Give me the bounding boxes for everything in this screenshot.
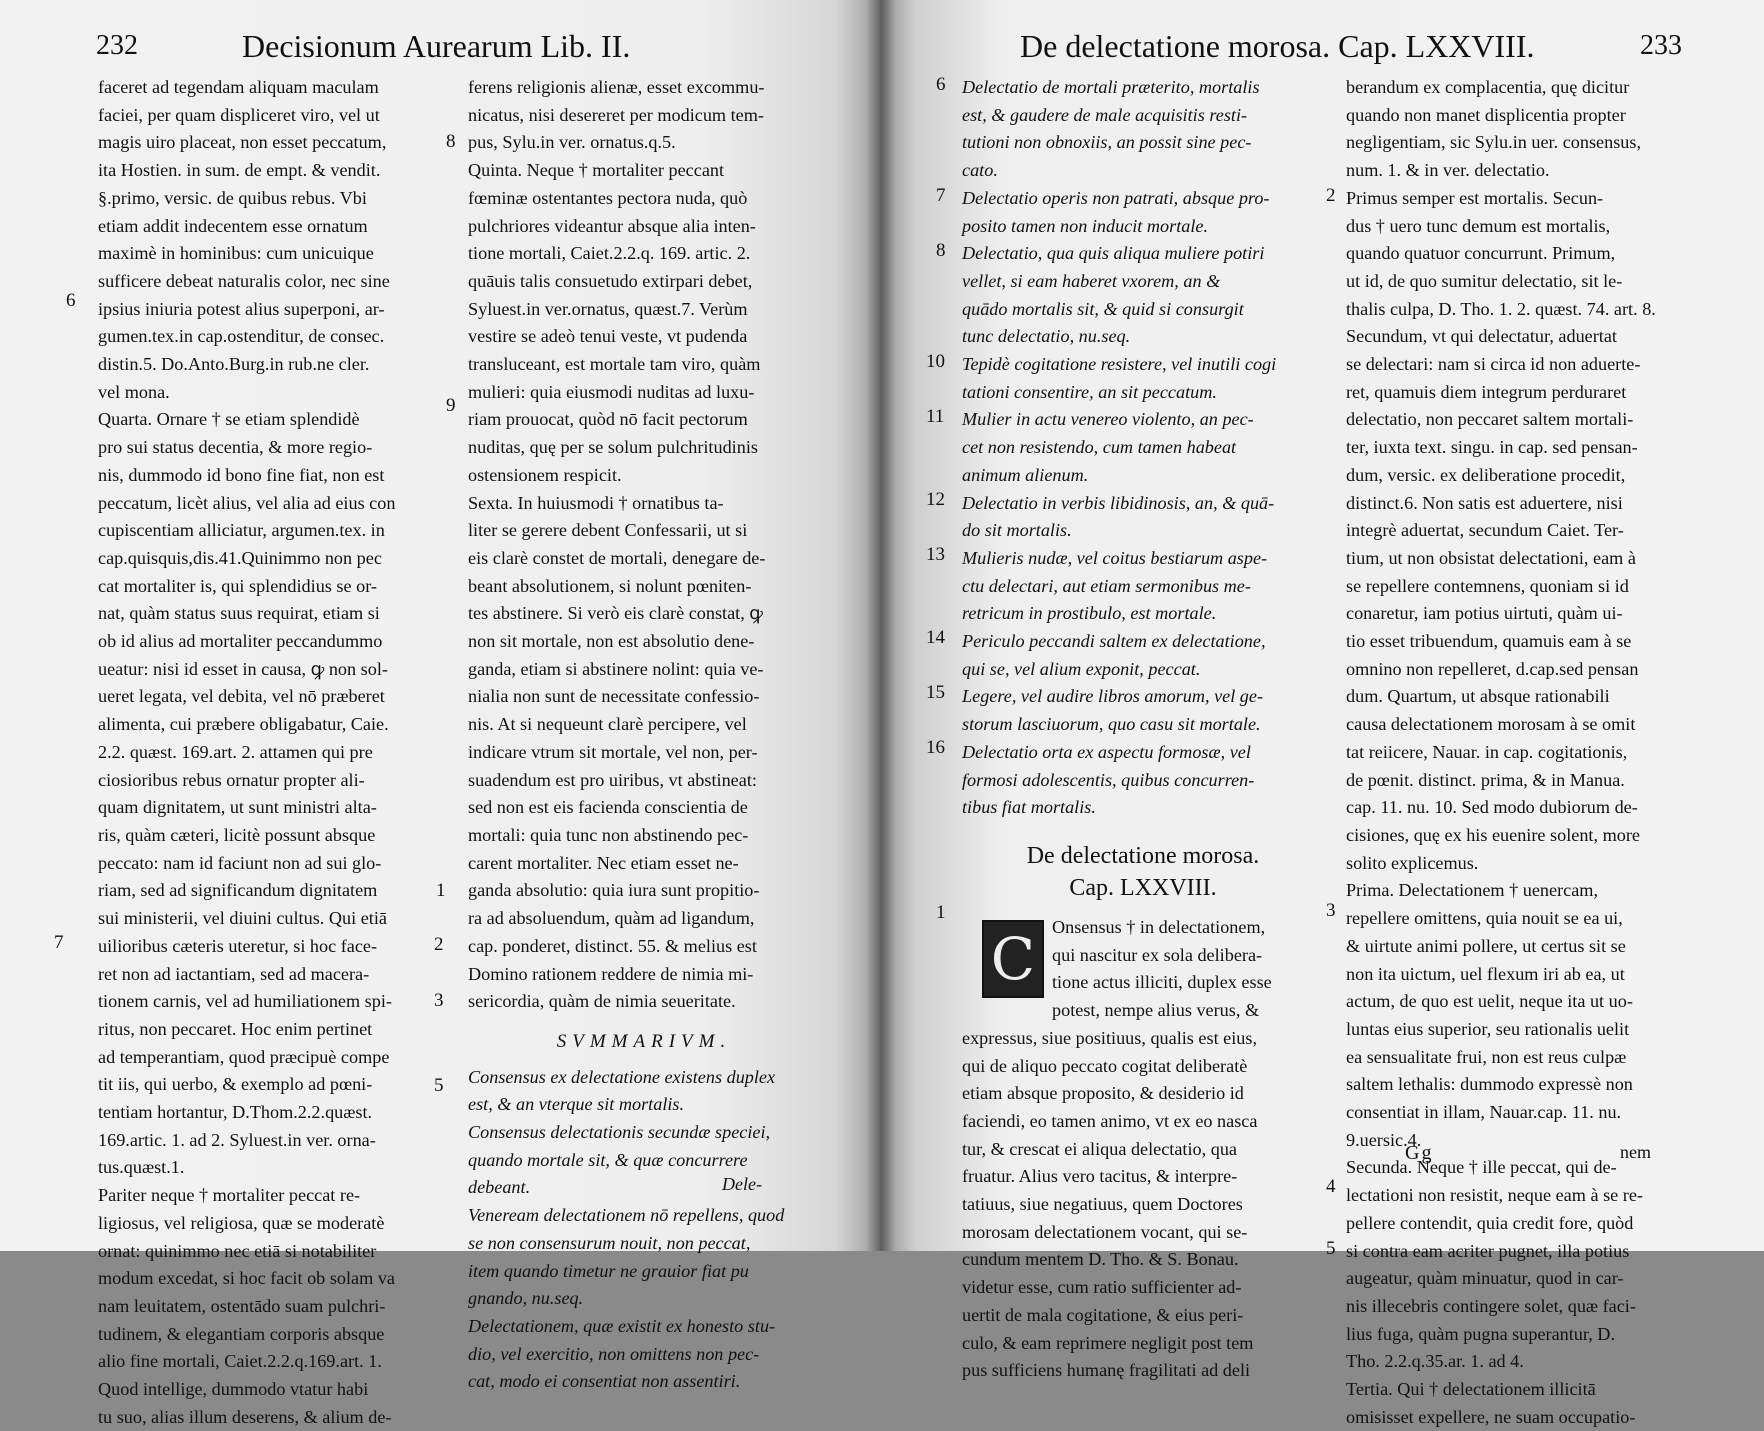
page-number-right: 233 [1640, 30, 1682, 61]
text-line: riam, sed ad significandum dignitatem [98, 880, 378, 901]
text-line: gumen.tex.in cap.ostenditur, de consec. [98, 326, 385, 347]
running-head-right: De delectatione morosa. Cap. LXXVIII. [1020, 28, 1535, 64]
text-line: peccato: nam id faciunt non ad sui glo- [98, 852, 382, 873]
text-line: non ita uictum, uel flexum iri ab ea, ut [1346, 963, 1625, 984]
text-line: ctu delectari, aut etiam sermonibus me- [962, 575, 1251, 596]
text-line: nuditas, quę per se solum pulchritudinis [468, 437, 758, 458]
text-line: integrè aduertat, secundum Caiet. Ter- [1346, 520, 1624, 541]
text-line: Tho. 2.2.q.35.ar. 1. ad 4. [1346, 1351, 1524, 1372]
text-line: sufficere debeat naturalis color, nec sine [98, 270, 390, 291]
text-line: retricum in prostibulo, est mortale. [962, 603, 1217, 624]
text-line: quando mortale sit, & quæ concurrere [468, 1149, 748, 1170]
text-line: pulchriores videantur absque alia inten- [468, 215, 756, 236]
text-line: pus, Sylu.in ver. ornatus.q.5. [468, 132, 676, 153]
text-line: si contra eam acriter pugnet, illa potius [1346, 1240, 1630, 1261]
text-line: Quod intellige, dummodo vtatur habi [98, 1379, 369, 1400]
margin-number: 8 [446, 131, 456, 152]
text-line: cundum mentem D. Tho. & S. Bonau. [962, 1249, 1239, 1270]
text-line: item quando timetur ne grauior fiat pu [468, 1260, 749, 1281]
left-column-a [98, 74, 438, 1431]
text-line: ritus, non peccaret. Hoc enim pertinet [98, 1018, 373, 1039]
text-line: storum lasciuorum, quo casu sit mortale. [962, 714, 1261, 735]
summary-number: 10 [926, 351, 945, 372]
text-line: se delectari: nam si circa id non aduerte- [1346, 354, 1641, 375]
margin-number: 9 [446, 395, 456, 416]
summary-number: 6 [936, 74, 946, 95]
text-line: tu suo, alias illum deserens, & alium de- [98, 1406, 392, 1427]
text-line: Syluest.in ver.ornatus, quæst.7. Verùm [468, 298, 748, 319]
text-line: Prima. Delectationem † uenercam, [1346, 880, 1598, 901]
text-line: etiam addit indecentem esse ornatum [98, 215, 368, 236]
text-line: tus.quæst.1. [98, 1157, 185, 1178]
margin-number: 2 [1326, 185, 1336, 206]
text-line: dio, vel exercitio, non omittens non pec- [468, 1343, 760, 1364]
catchword-left: Dele- [722, 1174, 762, 1194]
text-line: & uirtute animi pollere, ut certus sit se [1346, 935, 1626, 956]
text-line: actum, de quo est uelit, neque ita ut uo- [1346, 991, 1633, 1012]
text-line: tationi consentire, an sit peccatum. [962, 381, 1217, 402]
text-line: nialia non sunt de necessitate confessio- [468, 686, 760, 707]
text-line: Sexta. In huiusmodi † ornatibus ta- [468, 492, 724, 513]
text-line: fœminæ ostentantes pectora nuda, quò [468, 187, 748, 208]
text-line: cet non resistendo, cum tamen habeat [962, 437, 1237, 458]
text-line: ipsius iniuria potest alius superponi, ar- [98, 298, 385, 319]
text-line: num. 1. & in ver. delectatio. [1346, 160, 1550, 181]
text-line: ostensionem respicit. [468, 464, 622, 485]
text-line: Delectationem, quæ existit ex honesto stu- [468, 1315, 776, 1336]
text-line: cato. [962, 160, 998, 181]
text-line: Mulieris nudæ, vel coitus bestiarum aspe- [962, 547, 1268, 568]
text-line: tibus fiat mortalis. [962, 797, 1096, 818]
text-line: Delectatio orta ex aspectu formosæ, vel [962, 741, 1251, 762]
text-line: thalis culpa, D. Tho. 1. 2. quæst. 74. art. 8. [1346, 298, 1656, 319]
text-line: ornat: quinimmo nec etiā si notabiliter [98, 1240, 377, 1261]
text-line: nat, quàm status suus requirat, etiam si [98, 603, 380, 624]
text-line: nam leuitatem, ostentādo suam pulchri- [98, 1295, 386, 1316]
text-line: Legere, vel audire libros amorum, vel ge- [962, 686, 1264, 707]
chapter-title-line-2: Cap. LXXVIII. [1069, 874, 1217, 901]
text-line: expressus, siue positiuus, qualis est eius, [962, 1027, 1258, 1048]
margin-number: 2 [434, 934, 444, 955]
text-line: tunc delectatio, nu.seq. [962, 326, 1131, 347]
text-line: eis clarè constet de mortali, denegare de- [468, 547, 766, 568]
text-line: Consensus ex delectatione existens duplex [468, 1066, 776, 1087]
text-line: ret, quamuis diem integrum perduraret [1346, 381, 1627, 402]
running-head-left: Decisionum Aurearum Lib. II. [242, 28, 631, 64]
margin-number: 1 [936, 902, 946, 923]
text-line: Delectatio operis non patrati, absque pro- [962, 187, 1270, 208]
text-line: dus † uero tunc demum est mortalis, [1346, 215, 1611, 236]
text-line: ganda absolutio: quia iura sunt propitio- [468, 880, 760, 901]
text-line: tatiuus, siue negatiuus, quem Doctores [962, 1194, 1243, 1215]
left-column-b [468, 74, 820, 1396]
text-line: quando quatuor concurrunt. Primum, [1346, 243, 1616, 264]
summary-number: 8 [936, 240, 946, 261]
text-line: posito tamen non inducit mortale. [962, 215, 1209, 236]
text-line: nis illecebris contingere solet, quæ faci- [1346, 1295, 1636, 1316]
text-line: tione actus illiciti, duplex esse [1052, 972, 1272, 993]
left-page [0, 0, 880, 1427]
text-line: animum alienum. [962, 464, 1089, 485]
text-line: mortali: quia tunc non abstinendo pec- [468, 824, 749, 845]
text-line: Domino rationem reddere de nimia mi- [468, 963, 754, 984]
text-line: ita Hostien. in sum. de empt. & vendit. [98, 160, 381, 181]
text-line: ris, quàm cæteri, licitè possunt absque [98, 824, 376, 845]
text-line: 169.artic. 1. ad 2. Syluest.in ver. orna- [98, 1129, 376, 1150]
book-gutter [866, 0, 896, 1251]
text-line: Delectatio de mortali præterito, mortalis [962, 77, 1260, 97]
text-line: Quarta. Ornare † se etiam splendidè [98, 409, 360, 430]
text-line: uertit de mala cogitatione, & eius peri- [962, 1304, 1244, 1325]
text-line: modum excedat, si hoc facit ob solam va [98, 1268, 395, 1289]
text-line: faceret ad tegendam aliquam maculam [98, 77, 379, 97]
text-line: tionem carnis, vel ad humiliationem spi- [98, 991, 392, 1012]
text-line: Primus semper est mortalis. Secun- [1346, 187, 1604, 208]
text-line: negligentiam, sic Sylu.in uer. consensus, [1346, 132, 1642, 153]
summary-number: 7 [936, 185, 946, 206]
text-line: peccatum, licèt alius, vel alia ad eius con [98, 492, 396, 513]
text-line: ter, iuxta text. singu. in cap. sed pensan- [1346, 437, 1638, 458]
text-line: etiam absque proposito, & desiderio id [962, 1083, 1244, 1104]
text-line: de pœnit. distinct. prima, & in Manua. [1346, 769, 1625, 790]
text-line: pellere contendit, quia credit fore, quòd [1346, 1212, 1634, 1233]
text-line: non sit mortale, non est absolutio dene- [468, 631, 755, 652]
text-line: morosam delectationem vocant, qui se- [962, 1221, 1248, 1242]
text-line: luntas eius superior, seu rationalis uelit [1346, 1018, 1630, 1039]
catchword-right: nem [1620, 1142, 1651, 1162]
text-line: fruatur. Alius vero tacitus, & interpre- [962, 1166, 1238, 1187]
text-line: qui de aliquo peccato cogitat deliberatè [962, 1055, 1248, 1076]
chapter-title-line-1: De delectatione morosa. [1026, 842, 1260, 869]
margin-number: 5 [1326, 1238, 1336, 1259]
text-line: ligiosus, vel religiosa, quæ se moderatè [98, 1212, 385, 1233]
text-line: Veneream delectationem nō repellens, quod [468, 1205, 785, 1226]
margin-number: 6 [66, 290, 76, 311]
text-line: cap. ponderet, distinct. 55. & melius est [468, 935, 757, 956]
text-line: alio fine mortali, Caiet.2.2.q.169.art. 1. [98, 1351, 382, 1372]
decorated-initial: C [982, 920, 1044, 998]
text-line: nis, dummodo id bono fine fiat, non est [98, 464, 385, 485]
summary-number: 13 [926, 544, 945, 565]
text-line: transluceant, est mortale tam viro, quàm [468, 354, 761, 375]
text-line: sed non est eis facienda conscientia de [468, 797, 748, 818]
text-line: qui se, vel alium exponit, peccat. [962, 658, 1201, 679]
text-line: cap. 11. nu. 10. Sed modo dubiorum de- [1346, 797, 1638, 818]
summary-number: 14 [926, 627, 945, 648]
text-line: tio esset tribuendum, quamuis eam à se [1346, 631, 1632, 652]
text-line: lectationi non resistit, neque eam à se re- [1346, 1185, 1643, 1206]
text-line: pro sui status decentia, & more regio- [98, 437, 373, 458]
text-line: mulieri: quia eiusmodi nuditas ad luxu- [468, 381, 755, 402]
text-line: vellet, si eam haberet vxorem, an & [962, 270, 1221, 291]
text-line: beant absolutionem, si nolunt pœniten- [468, 575, 752, 596]
margin-number: 7 [54, 932, 64, 953]
text-line: Secunda. Neque † ille peccat, qui de- [1346, 1157, 1617, 1178]
summary-number: 15 [926, 682, 945, 703]
text-line: ueatur: nisi id esset in causa, ꝙ non sol- [98, 658, 388, 679]
text-line: ciosioribus rebus ornatur propter ali- [98, 769, 365, 790]
text-line: distinct.6. Non satis est aduertere, nisi [1346, 492, 1623, 513]
text-line: ut id, de quo sumitur delectatio, sit le- [1346, 270, 1623, 291]
text-line: ob id alius ad mortaliter peccandummo [98, 631, 383, 652]
text-line: Tertia. Qui † delectationem illicitā [1346, 1379, 1596, 1400]
text-line: tit iis, qui uerbo, & exemplo ad pœni- [98, 1074, 373, 1095]
text-line: Consensus delectationis secundæ speciei, [468, 1122, 771, 1143]
text-line: Delectatio in verbis libidinosis, an, & quā- [962, 492, 1275, 513]
text-line: quāuis talis consuetudo extirpari debet, [468, 270, 753, 291]
text-line: Tepidè cogitatione resistere, vel inutili cogi [962, 354, 1277, 375]
text-line: suadendum est pro uiribus, vt abstineat: [468, 769, 757, 790]
text-line: ea sensualitate frui, non est reus culpæ [1346, 1046, 1627, 1067]
margin-number: 3 [434, 990, 444, 1011]
summary-number: 12 [926, 489, 945, 510]
text-line: se repellere contemnens, quoniam si id [1346, 575, 1629, 596]
text-line: cisiones, quę ex his euenire solent, more [1346, 824, 1640, 845]
summary-heading: SVMMARIVM. [556, 1030, 732, 1052]
text-line: tium, ut non obsistat delectationi, eam à [1346, 547, 1636, 568]
text-line: cat mortaliter is, qui splendidius se or- [98, 575, 377, 596]
text-line: conaretur, iam potius uirtuti, quàm ui- [1346, 603, 1623, 624]
text-line: omisisset expellere, ne suam occupatio- [1346, 1406, 1636, 1427]
right-column-b [1346, 74, 1710, 1431]
summary-number: 16 [926, 737, 945, 758]
text-line: quam dignitatem, ut sunt ministri alta- [98, 797, 377, 818]
text-line: vestire se adeò tenui veste, vt pudenda [468, 326, 748, 347]
text-line: repellere omittens, quia nouit se ea ui, [1346, 908, 1623, 929]
page-number-left: 232 [96, 30, 138, 61]
text-line: gnando, nu.seq. [468, 1288, 584, 1309]
text-line: formosi adolescentis, quibus concurren- [962, 769, 1255, 790]
text-line: dum. Quartum, ut absque rationabili [1346, 686, 1610, 707]
text-line: saltem lethalis: dummodo expressè non [1346, 1074, 1633, 1095]
text-line: culo, & eam reprimere negligit post tem [962, 1332, 1254, 1353]
text-line: dum, versic. ex deliberatione procedit, [1346, 464, 1626, 485]
text-line: ganda, etiam si abstinere nolint: quia ve- [468, 658, 764, 679]
text-line: ueret legata, vel debita, vel nō præberet [98, 686, 385, 707]
text-line: delectatio, non peccaret saltem mortali- [1346, 409, 1634, 430]
text-line: tes abstinere. Si verò eis clarè constat, ꝙ [468, 603, 763, 624]
text-line: omnino non repelleret, d.cap.sed pensan [1346, 658, 1639, 679]
text-line: tudinem, & elegantiam corporis absque [98, 1323, 385, 1344]
text-line: Periculo peccandi saltem ex delectatione, [962, 631, 1266, 652]
text-line: cat, modo ei consentiat non assentiri. [468, 1371, 741, 1392]
right-column-a [962, 74, 1324, 1385]
margin-number: 5 [434, 1075, 444, 1096]
text-line: ra ad absoluendum, quàm ad ligandum, [468, 908, 755, 929]
text-line: nis. At si nequeunt clarè percipere, vel [468, 714, 747, 735]
summary-number: 11 [926, 406, 945, 427]
text-line: solito explicemus. [1346, 852, 1479, 873]
text-line: quādo mortalis sit, & quid si consurgit [962, 298, 1244, 319]
margin-number: 3 [1326, 900, 1336, 921]
text-line: tutioni non obnoxiis, an possit sine pec- [962, 132, 1252, 153]
text-line: §.primo, versic. de quibus rebus. Vbi [98, 187, 367, 208]
text-line: riam prouocat, quòd nō facit pectorum [468, 409, 748, 430]
text-line: berandum ex complacentia, quę dicitur [1346, 77, 1630, 97]
text-line: ret non ad iactantiam, sed ad macera- [98, 963, 370, 984]
text-line: Mulier in actu venereo violento, an pec- [962, 409, 1254, 430]
text-line: ad temperantiam, quod præcipuè compe [98, 1046, 390, 1067]
text-line: qui nascitur ex sola delibera- [1052, 944, 1263, 965]
text-line: videtur esse, cum ratio sufficienter ad- [962, 1277, 1242, 1298]
text-line: nicatus, nisi desereret per modicum tem- [468, 104, 764, 125]
text-line: do sit mortalis. [962, 520, 1072, 541]
text-line: cap.quisquis,dis.41.Quinimmo non pec [98, 547, 382, 568]
text-line: 9.uersic.4. [1346, 1129, 1422, 1150]
text-line: sericordia, quàm de nimia seueritate. [468, 991, 736, 1012]
text-line: magis uiro placeat, non esset peccatum, [98, 132, 387, 153]
text-line: est, & an vterque sit mortalis. [468, 1094, 685, 1115]
text-line: indicare vtrum sit mortale, vel non, per- [468, 741, 758, 762]
text-line: cupiscentiam alliciatur, argumen.tex. in [98, 520, 385, 541]
text-line: Quinta. Neque † mortaliter peccant [468, 160, 725, 181]
text-line: se non consensurum nouit, non peccat, [468, 1232, 751, 1253]
text-line: 2.2. quæst. 169.art. 2. attamen qui pre [98, 741, 373, 762]
text-line: faciei, per quam displiceret viro, vel ut [98, 104, 380, 125]
text-line: consentiat in illam, Nauar.cap. 11. nu. [1346, 1102, 1622, 1123]
text-line: quando non manet displicentia propter [1346, 104, 1626, 125]
text-line: Delectatio, qua quis aliqua muliere potiri [962, 243, 1265, 264]
text-line: est, & gaudere de male acquisitis resti- [962, 104, 1248, 125]
text-line: maximè in hominibus: cum unicuique [98, 243, 374, 264]
text-line: tat reiicere, Nauar. in cap. cogitationis, [1346, 741, 1628, 762]
text-line: Onsensus † in delectationem, [1052, 916, 1266, 937]
text-line: alimenta, cui præbere obligabatur, Caie. [98, 714, 389, 735]
text-line: pus sufficiens humanę fragilitati ad deli [962, 1360, 1251, 1381]
text-line: lius fuga, quàm pugna superantur, D. [1346, 1323, 1615, 1344]
right-page [880, 0, 1764, 1427]
text-line: liter se gerere debent Confessarii, ut si [468, 520, 748, 541]
text-line: Pariter neque † mortaliter peccat re- [98, 1185, 361, 1206]
signature-mark: Gg [1405, 1142, 1434, 1164]
text-line: augeatur, quàm minuatur, quod in car- [1346, 1268, 1624, 1289]
margin-number: 1 [436, 880, 446, 901]
chapter-title [962, 840, 1324, 904]
text-line: ferens religionis alienæ, esset excommu- [468, 77, 765, 97]
text-line: debeant. [468, 1177, 531, 1198]
margin-number: 4 [1326, 1176, 1336, 1197]
text-line: causa delectationem morosam à se omit [1346, 714, 1636, 735]
text-line: carent mortaliter. Nec etiam esset ne- [468, 852, 739, 873]
text-line: distin.5. Do.Anto.Burg.in rub.ne cler. [98, 354, 370, 375]
text-line: sui ministerii, vel diuini cultus. Qui etiā [98, 908, 387, 929]
text-line: vel mona. [98, 381, 170, 402]
text-line: potest, nempe alius verus, & [1052, 1000, 1260, 1021]
text-line: uilioribus cæteris uteretur, si hoc face- [98, 935, 378, 956]
text-line: tur, & crescat ei aliqua delectatio, qua [962, 1138, 1237, 1159]
text-line: tione mortali, Caiet.2.2.q. 169. artic. 2. [468, 243, 751, 264]
text-line: tentiam hortantur, D.Thom.2.2.quæst. [98, 1102, 373, 1123]
text-line: Secundum, vt qui delectatur, aduertat [1346, 326, 1617, 347]
text-line: faciendi, eo tamen animo, vt ex eo nasca [962, 1110, 1258, 1131]
